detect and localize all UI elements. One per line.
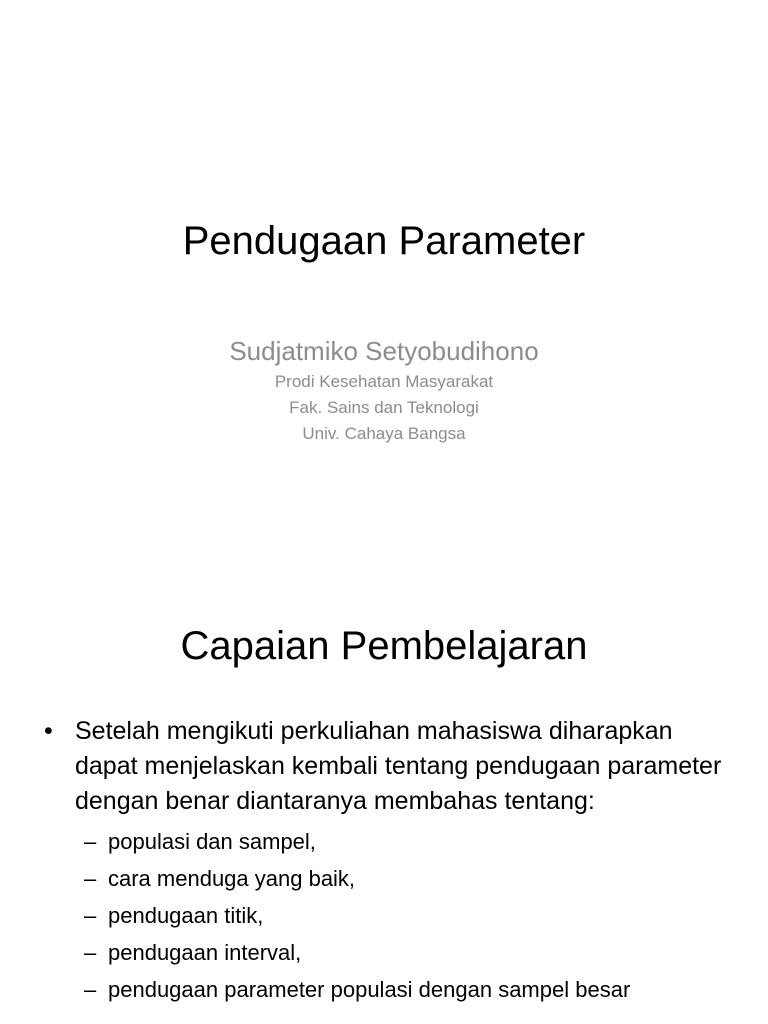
dash-icon: –	[84, 829, 97, 854]
sub-list-item	[84, 897, 734, 934]
author-name: Sudjatmiko Setyobudihono	[229, 336, 539, 366]
sub-list-item	[84, 934, 734, 971]
sub-item-text: pendugaan interval,	[108, 940, 302, 965]
sub-item-text: pendugaan titik,	[108, 903, 264, 928]
dash-icon: –	[84, 866, 97, 891]
bullet-item	[44, 714, 734, 819]
sub-list	[44, 823, 734, 1008]
slide-title: Pendugaan Parameter	[182, 219, 586, 263]
bullet-text: Setelah mengikuti perkuliahan mahasiswa diharapkan dapat menjelaskan kembali tentang pendugaan parameter dengan benar diantaranya membahas tentang:	[75, 717, 722, 815]
sub-item-text: cara menduga yang baik,	[108, 866, 356, 891]
subtitle-block	[0, 333, 768, 447]
affiliation-faculty: Fak. Sains dan Teknologi	[289, 398, 479, 417]
affiliation-program: Prodi Kesehatan Masyarakat	[274, 372, 494, 391]
slide-title: Capaian Pembelajaran	[180, 624, 588, 668]
sub-list-item	[84, 971, 734, 1008]
dash-icon: –	[84, 977, 97, 1002]
affiliation-university: Univ. Cahaya Bangsa	[302, 424, 466, 443]
content-slide	[0, 576, 768, 1024]
sub-list-item	[84, 860, 734, 897]
slide-body	[44, 714, 734, 1008]
sub-item-text: populasi dan sampel,	[108, 829, 316, 854]
dash-icon: –	[84, 940, 97, 965]
bullet-icon: •	[44, 717, 53, 745]
sub-item-text: pendugaan parameter populasi dengan sampel besar	[108, 977, 631, 1002]
sub-list-item	[84, 823, 734, 860]
dash-icon: –	[84, 903, 97, 928]
